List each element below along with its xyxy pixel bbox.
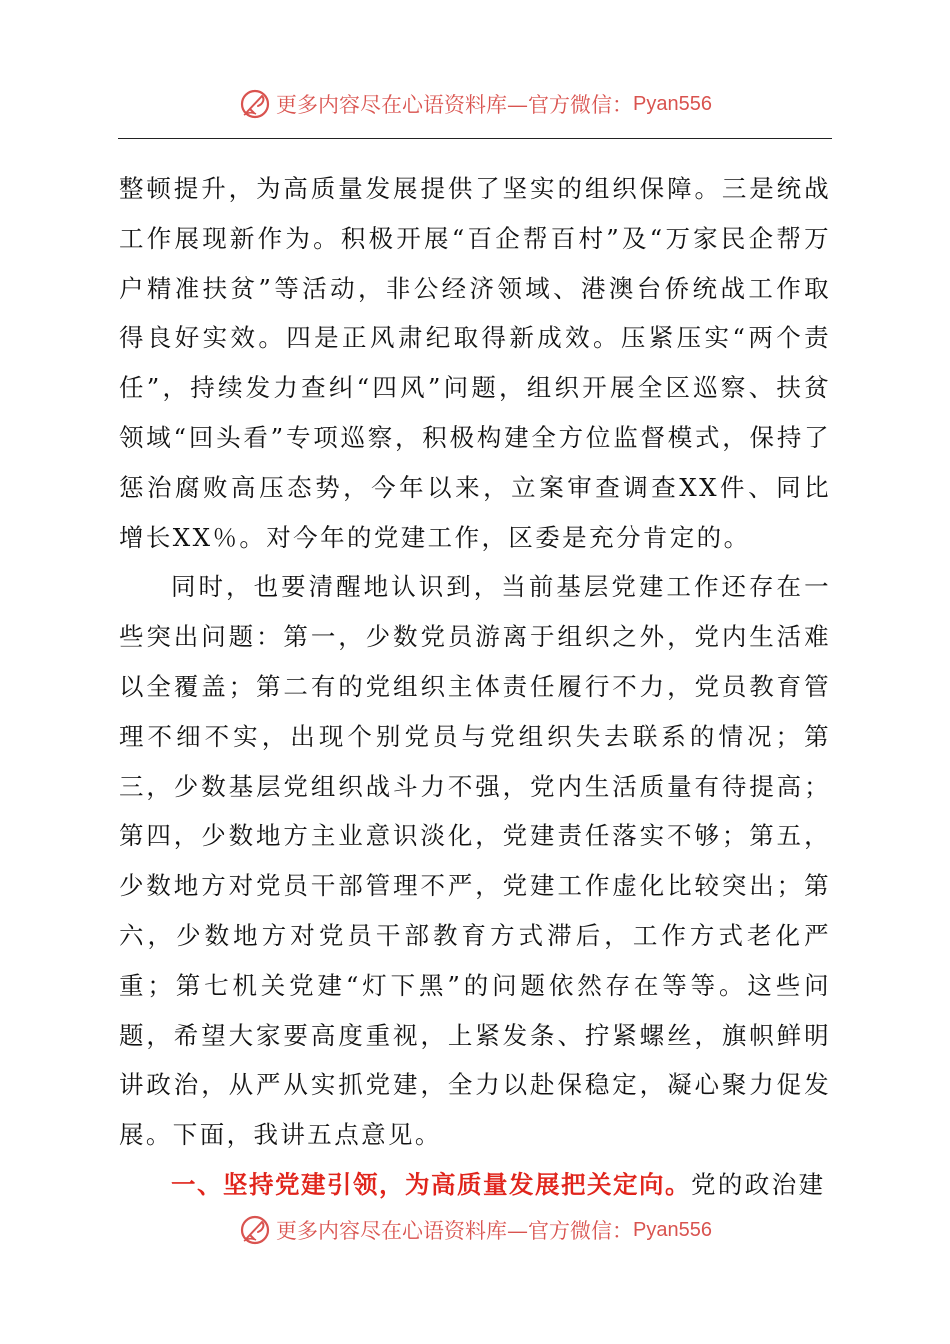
header-divider — [118, 138, 832, 139]
paragraph-3 — [119, 1160, 831, 1210]
header-watermark — [0, 84, 950, 124]
paragraph-1: 整顿提升，为高质量发展提供了坚实的组织保障。三是统战工作展现新作为。积极开展“百企帮百村”及“万家民企帮万户精准扶贫”等活动，非公经济领域、港澳台侨统战工作取得良好实效。四是正风肃纪取得新成效。压紧压实“两个责任”，持续发力查纠“四风”问题，组织开展全区巡察、扶贫领域“回头看”专项巡察，积极构建全方位监督模式，保持了惩治腐败高压态势，今年以来，立案审查调查XX件、同比增长XX％。对今年的党建工作，区委是充分肯定的。 — [119, 174, 831, 552]
quill-logo-icon — [238, 1213, 272, 1247]
document-body — [119, 164, 831, 1210]
watermark-id: Pyan556 — [633, 92, 712, 115]
watermark-text: 更多内容尽在心语资料库—官方微信： — [276, 1219, 634, 1243]
watermark-id: Pyan556 — [633, 1218, 712, 1241]
section-heading: 一、坚持党建引领，为高质量发展把关定向。 — [171, 1169, 691, 1199]
watermark-text: 更多内容尽在心语资料库—官方微信： — [276, 93, 634, 117]
quill-logo-icon — [238, 87, 272, 121]
paragraph-2: 同时，也要清醒地认识到，当前基层党建工作还存在一些突出问题：第一，少数党员游离于组织之外，党内生活难以全覆盖；第二有的党组织主体责任履行不力，党员教育管理不细不实，出现个别党员与党组织失去联系的情况；第三，少数基层党组织战斗力不强，党内生活质量有待提高；第四，少数地方主业意识淡化，党建责任落实不够；第五，少数地方对党员干部管理不严，党建工作虚化比较突出；第六，少数地方对党员干部教育方式滞后，工作方式老化严重；第七机关党建“灯下黑”的问题依然存在等等。这些问题，希望大家要高度重视，上紧发条、拧紧螺丝，旗帜鲜明讲政治，从严从实抓党建，全力以赴保稳定，凝心聚力促发展。下面，我讲五点意见。 — [119, 572, 831, 1150]
section-heading-tail: 党的政治建 — [691, 1169, 826, 1199]
footer-watermark — [0, 1210, 950, 1250]
